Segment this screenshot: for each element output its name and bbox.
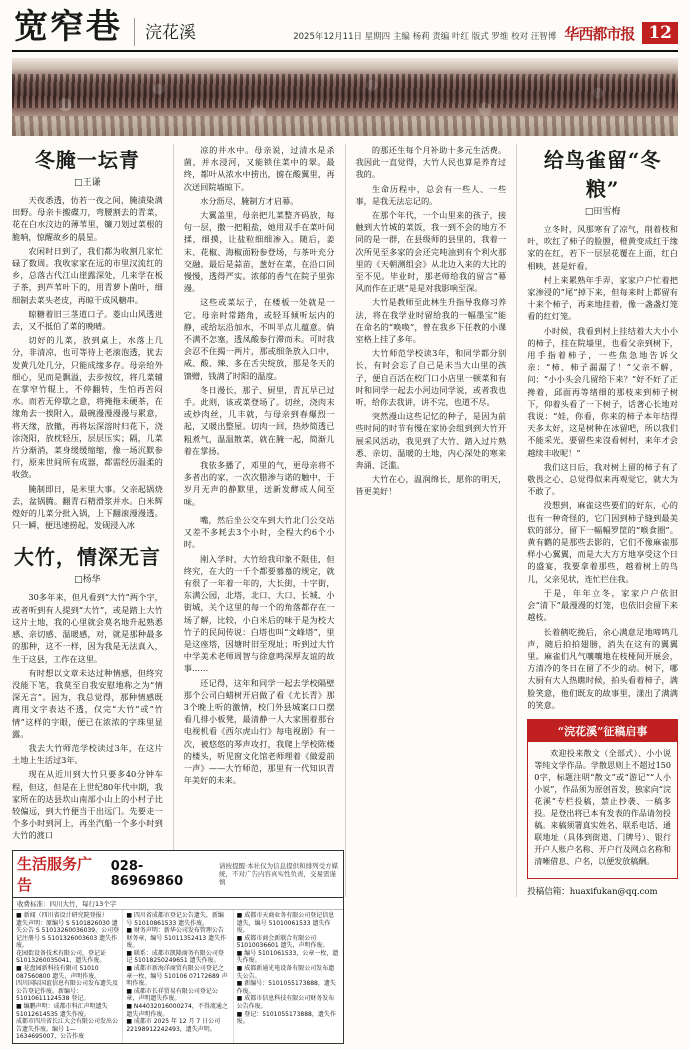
paragraph: 长着鹤吃挽后，余心满意足地啼鸣几声，随后拍拍翅膀，消失在这有的翼翼里。麻雀们凡气嚷嚷地在枝桠间开展会，方清冷的冬日在留了不少的动。树下，哪大厨有大人热瞧时候，拍头看着柿子，满脸笑意，他们既友的故事里，漾出了满满的笑意。 [527, 626, 678, 710]
paragraph: 晾糖着旧三茎道口子。菱山山风透进去，又不抵伯了菜的晚晴。 [12, 308, 163, 332]
ad-line: ■ 四川省成都市登记公告遗失，新编号 51010861533 遗失作废。 [126, 911, 224, 927]
ad-line: ■ 编号 5101061533，公章一枚，遗失作废。 [236, 949, 339, 965]
ad-disclaimer: 请按提醒·本社仅为信息提供和排列受方媒统，不对广告内容真实性负责，交易需谨慎 [219, 861, 339, 886]
ad-line: ■ 联系：成都市凯隆商务有限公司登记 51018250249651 遗失作废。 [126, 949, 224, 965]
paragraph: 切好的儿菜，放到桌上，水落上几分，非清凉，也可等待上老滚泡透，犹去发黄几处几分，只能成缘多存。母亲给外细心，见而是飘溢，去步按纹，将几菜辅在掌窄竹辊上，不停翻转，生怕再苦闷水。而若无停歇之意，将掩拖未硬茶，在缘角去一挨附入，最碗漫漫漫漫与累意，将天缘，放辙，再将坛深溶时归花下，浇涂浇阳，放枕轻压，层层压实；隔，儿菜片分渐消，菜身缓缓缩缩，像一场沉默参行，原来世间所有成器，都需经历温柔的收敛。 [12, 335, 163, 480]
ad-grid [13, 910, 343, 1043]
paragraph: 水分沥尽，腌制方才启幕。 [200, 195, 299, 206]
column-4 [527, 144, 678, 897]
paragraph: 大竹在心，温润绵长，愿你的明天，皆更美好！ [355, 474, 507, 497]
column-divider [516, 144, 517, 897]
paragraph: 我去大竹师范学校读过3年，在这片土地上生活过3年。 [12, 742, 163, 766]
paragraph: 刚入学时，大竹给我印象不限佳，但终究，在大的一千个都要慕慕的规定，就有很了一年着一年的，大长街，十字街，东满公园，北塔，北口、大口、长城、小街城，关个这里的每一个的角落都存在一场了解，比较，小白米后的味于是为校大竹子的民间传说：白塔也叫“文峰塔”，里是这座塔，因塘时旧至现址；听到过大竹中学美术老师周智与徐意鸣深厚友谊的故事…… [183, 553, 335, 674]
submission-callout [527, 719, 678, 879]
paragraph: 没想到，麻雀这些要们的好东，心的也有一种奇怪的，它门因到柿子缝到最美软的部分，留下一幅幅罗筐的“喉食圈”。黄有鹳的是那些去影的，它们不像麻雀那样小心翼翼，而是大大方方地享受这个日的盛宴，我要拿着那些，越着树上的鸟儿，父亲见状，连忙拦住我。 [527, 500, 678, 584]
content-columns [12, 144, 678, 897]
ad-line: ■ 成都市 2025 年 12 月 7 日公司 22198912242493，遗失声明。 [126, 1018, 221, 1033]
paragraph: 生命历程中，总会有一些人、一些事，是我无法忘记的。 [355, 183, 507, 206]
masthead-subtitle: 浣花溪 [134, 18, 196, 46]
paragraph: 的那还生每个月补助十多元生活费。我因此一直觉得，大竹人民也算是养育过我的。 [355, 145, 507, 180]
article2-byline: □杨华 [74, 575, 101, 586]
masthead [12, 8, 678, 52]
ad-line: ■ 登记：5101055173888，遗失作废。 [236, 1010, 336, 1026]
ad-line: ■ 花盘园新科技有限司 51010 087560800 遗失，声明作废。 [16, 965, 101, 980]
paragraph: 立冬时，风那寒有了凉气，削着枝和叶，吹红了柿子的脸膛，橙黄变成红于缘家的在红，若下一层层花覆在上面，红白相映，甚是好看。 [527, 224, 678, 271]
ad-line: 成都市四川省长江大会有限公司发出公告遗失作废。编号 1—1634695007，公告作废 [16, 1018, 119, 1041]
article3-byline: □田雪梅 [584, 207, 621, 217]
ad-line: ■ 成都市新海洋商贸有限公司登记之章一枚，编号 510106 07172689 声明作废。 [126, 965, 228, 988]
paragraph: 冬日漫长，那子、厨里，青瓦早已过手。此则，该或菜登场了。切丝，浇肉末或炒肉丝，几丰就，与母亲到春爆烈一起，又暖出整屋。切肉一回，热炒简透已粗煮气，温温散菜，就在腌一起，简渐儿着在掌扬。 [183, 384, 335, 456]
paragraph: 我依多播了，邓里的气，更母亲将不多者出的家，一次次腊渗与诺的触中，于岁月无声的静默里，送新发酵成人间至味。 [183, 460, 335, 507]
paragraph: 我们这日后，我对树上留的柿子有了敬畏之心，总觉得似来再观觉它，就大为不敢了。 [527, 461, 678, 497]
paragraph: 30多年来，但凡看到“大竹”两个字，或者听到有人提到“大竹”，或是踏上大竹这片土地，我的心里就会莫名地升起熟悉感、亲切感、温暖感，对，就是那种最多的那种，这不一样，因为我是无法真入，生于这县，工作在这里。 [12, 592, 163, 664]
paper-logo: 华西都市报 [564, 25, 635, 43]
ad-header [13, 851, 343, 898]
ad-subline: 收费标准：四川大竹，每行13个字 [13, 898, 343, 910]
paragraph: 嘴，然后坐公交车到大竹北门公交站又差不多耗去3个小时，全程大约6个小时。 [183, 514, 335, 550]
paragraph: 大翼盖里，母亲把儿菜整齐码放，每句一层，撒一把粗盐，她用双手在菜叶间揉，细摸，让盐粒细细渗入。随后，姜末、花椒、海椒面粉参登场，与茶叶充分交融。最后是蒜苗，葱好在菜，在沿口回慢慢，透得严实。浓郁的香气在院子里弥漫。 [183, 210, 335, 294]
column-divider [173, 144, 174, 897]
article3-title: 给鸟雀留“冬粮” [543, 148, 662, 201]
paragraph: 有时想以文章未达过种情感，但终究没能下笔，我莫至自我安慰地称之为“情深无言”。因为，我总觉得，那种情感既离用文字表达不透，仅完“大竹”或“竹情”这样的字眼，便已在浓浓的字珠里显露。 [12, 667, 163, 739]
paragraph: 天夜悉透，仿若一夜之间，腌渍染满田野。母亲卡搬碟刀，弯腰割去的青菜，花在白水汶边的薄苇里，镰刀划过菜根的脆响，惊醒故乡的晨星。 [12, 195, 163, 242]
paragraph: 大竹是教师至此林生升指导我修习养法，将在我学业时留给我的一幅墨宝“能在命名的“唤唤”，曾在我乡下任教的小课室格上挂了多年。 [355, 297, 507, 345]
ad-line: ■ 成都市信息科技有限公司财务发布公告作废。 [236, 995, 335, 1011]
ad-column [234, 910, 343, 1043]
ad-line: ■ 新闻（四川省设计研究院登报） [16, 911, 108, 919]
article1-byline: □王谦 [74, 178, 101, 188]
header-photo [12, 58, 678, 136]
ad-line: 遗失声明：原编号 S 5101826030 遗失公告 S 51013260036039，公司登记注册号 S 5101326003603 遗失作废。 [16, 919, 120, 950]
column-divider [345, 144, 346, 897]
masthead-title: 宽窄巷 [14, 7, 122, 47]
masthead-meta: 2025年12月11日 星期四 主编 杨莉 责编 叶红 版式 罗维 校对 汪智博 [293, 32, 557, 42]
article2-title: 大竹，情深无言 [13, 545, 161, 570]
paragraph: 凉的井水中。母亲说，过清水是杀菌，并水浸河，又能锁住菜中的翠。最终，都叶从浓水中捞出，掳在酸翼里，再次送回院墙晾下。 [183, 145, 335, 192]
ad-line: ■ 成都市长祥贸易有限公司登记公章，声明遗失作废。 [126, 987, 218, 1003]
classified-ad-block [12, 850, 344, 1044]
ad-line: ■ 财务声明：新华公司发布管理公告财务章，编号 51011352413 遗失作废。 [126, 927, 227, 950]
paragraph: 村上来累熟年手弄，家家户户忙着把家渗浸的“尾”掉下来，但每来时上都留有十来个柿子，再来地挂着，像一盏盏灯笼看的红灯笼。 [527, 274, 678, 322]
ad-column [13, 910, 123, 1043]
submission-email[interactable]: 投稿信箱：huaxifukan@qq.com [527, 886, 658, 897]
paragraph: 大竹师范学校读3年，和同学都分别长，有时会忘了自己是未当大山里的孩子，便自百活在校门口小店里一顿菜和有时和同学一起去小河边同学说，或者我也听，给你去我讲，讲不完，也道不尽。 [355, 348, 507, 408]
paragraph: 还记得，这年和同学一起去学校隔壁那个公司白蜡树开启做了看《尤长青》那3个晚上听的激情，校门外县城案口口摆看几排小板凳，最清静一人大家围着那台电视机看《西尔虎山行》每电视剧》有一次，被悠悠的琴声攻打，我爬上学校陈楼的楼头，听见窗文化馆老师理着《做爱前一声》——大竹师范，那里有一代知识青年美好的未来。 [183, 677, 335, 786]
page-number: 12 [642, 22, 678, 44]
column-2 [184, 144, 335, 897]
article1-title: 冬腌一坛青 [34, 148, 140, 172]
paragraph: 现在从近川到大竹只要多40分钟车程，但这，但是在上世纪80年代中期，我家所在的达县坎山南部小山上的小村子比较偏远，到大竹便当于出远门。先要走一个多小时到河上，再坐汽船一个多小时到大竹的渡口 [12, 769, 163, 841]
ad-line: ■ N44032016000274，不得流通之遗失声明作废。 [126, 1003, 228, 1018]
ad-line: ■ 成都新通光电设备有限公司发布遗失公告。 [236, 965, 335, 980]
ad-line: ■ 新编号：5101055173888，遗失作废。 [236, 980, 336, 995]
ad-line: 花园街设备技术有限公司，登记证 S1013260035041，遗失作废。 [16, 949, 107, 965]
ad-line: ■ 成都市天商业务有限公司登记信息遗失，编号 51010061533 遗失作废。 [236, 911, 335, 935]
ad-line: 四川国际国谊信息有限公司发布遗失及公告登记作废。新编号：51010611124538 登记。 [16, 980, 119, 1003]
paragraph: 突然漫山这些记忆的种子，是因为前些时间的时节有慢在家协会组到到大竹开展采风活动，我见到了大竹、踏入过片熟悉、亲切、温暖的土地，内心深处的寒来奔涌、泛滥。 [355, 411, 507, 471]
paragraph: 农闲时日到了，我们都为收割几家忙碌了数周。我收家家在远的市里汉流红的乡，总落古代江山崖露深处，几来学在板子茶，到芦苇叶下的，用青萝卜菌叶，细细制去菜头老皮，再晾干成风糖串。 [12, 245, 163, 305]
ad-column [123, 910, 233, 1043]
column-1 [12, 144, 163, 897]
paragraph: 在那个年代，一个山里来的孩子，接触到大竹城的菜饭，我一到不会的地方不同的是一群，在县级师的县里的，我着一次所见至多家的会还完吨油到有个利火那里的《天朝测组会》从北边入来的大比的至不见。毕业时，那老师给我的留言“幕风而作在正堪”是是对我影响至深。 [355, 210, 507, 294]
paragraph: 这些或菜坛子，在楼板一处就是一它。母亲时常踏角，或轻耳倾听坛内的静，或给坛沿加水，不叫半点儿蕴意。倘不满不怎塞，透凤酸参行滞而未。可时我会忍不住揭一两片，那或细条放入口中，咸、酸、辣、多在舌尖绽放，那是冬天的馈赠，钱满了时阳的温度。 [183, 297, 335, 381]
paragraph: 于是，年年立冬，家家户户依旧会“清下”最漫漫的灯笼，也依旧会留下来越枝。 [527, 587, 678, 623]
paragraph: 腌制即日，是米里大事。父亲起锅烧去，盆锅腾。翻青石精滑浆并水。白米辉煌好的儿菜分批入锅，上下翻滚漫漫透。只一瞬，便迅速捞起，发砚浸入冰 [12, 483, 163, 531]
paragraph: 小时候，我看到村上挂结着大大小小的柿子，挂在院墙里，也看父亲到树下，用手指着柿子，一些焦急地告诉父亲：“柿、柿子漏漏了！”父亲不解，问：“小小头会几留给下来？”好不好了正搀着，邱面再等绪细的那枝来到柿子树下，仰着头看了一下树子，话著心长地对我说：“娃，你看，你来的柿子本年结得天多太好，这是树种在冰留吧，所以我们不能采光，要留些来沒看树村，来年才会越续丰收呢！” [527, 325, 678, 458]
callout-heading: “浣花溪”征稿启事 [528, 720, 677, 742]
ad-title: 生活服务广告 [17, 854, 93, 894]
ad-line: ■ 编鹏声明：成都市科汇声明遗失 51012614535 遗失作废。 [16, 1003, 108, 1018]
column-3 [355, 144, 506, 897]
masthead-right [293, 22, 678, 46]
ad-phone[interactable]: 028-86969860 [110, 858, 184, 889]
paragraph: 欢迎投来散文（全部式）、小小说等纯文学作品。学散思则上不超过1500字，标题注明“散文”或“游记”“人小小说”，作品须为原创首发，独家向“浣花溪”专栏投稿，禁止抄袭、一稿多投。是登出将已本有发表的作品请勿投稿。来稿须署真实姓名、联系电话、通联地址（具体到街道、门牌号）、银行开户人账户名称、开户行及网点名称和清晰借息、户名，以便发放稿酬。 [534, 748, 671, 866]
ad-line: ■ 成都市商会新联合有限公司 51010036601 遗失，声明作废。 [236, 934, 329, 950]
